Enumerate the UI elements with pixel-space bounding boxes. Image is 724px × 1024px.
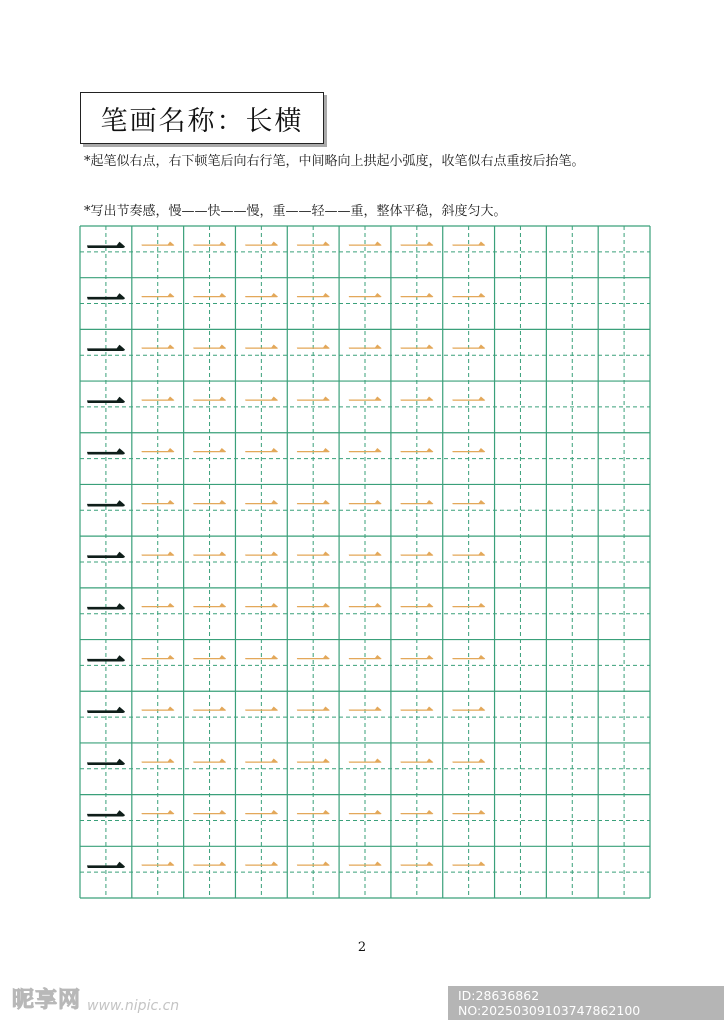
- trace-char: 一: [398, 279, 435, 321]
- trace-char: 一: [243, 279, 280, 321]
- trace-char: 一: [243, 848, 280, 890]
- trace-char: 一: [139, 227, 176, 269]
- trace-char: 一: [346, 382, 384, 424]
- trace-char: 一: [398, 486, 435, 528]
- trace-char: 一: [191, 538, 228, 579]
- trace-char: 一: [243, 641, 280, 683]
- trace-char: 一: [295, 641, 332, 683]
- page-number: 2: [357, 940, 367, 955]
- watermark-id: ID:28636862 NO:20250309103747862100: [458, 988, 641, 1018]
- trace-char: 一: [450, 279, 487, 321]
- trace-char: 一: [139, 744, 176, 786]
- trace-char: 一: [398, 382, 435, 424]
- trace-char: 一: [346, 486, 384, 528]
- trace-char: 一: [346, 538, 384, 579]
- trace-char: 一: [139, 538, 176, 579]
- model-char: 一: [85, 536, 126, 583]
- trace-char: 一: [295, 279, 332, 321]
- trace-char: 一: [398, 538, 435, 579]
- trace-char: 一: [295, 538, 332, 579]
- model-char: 一: [85, 329, 126, 377]
- trace-char: 一: [243, 227, 280, 269]
- watermark-logo: 昵享网: [12, 988, 82, 1013]
- trace-char: 一: [191, 279, 228, 321]
- trace-char: 一: [243, 744, 280, 786]
- trace-char: 一: [191, 848, 228, 890]
- page-title: 笔画名称：长横: [100, 105, 304, 137]
- trace-char: 一: [191, 331, 228, 373]
- trace-char: 一: [139, 848, 176, 890]
- trace-char: 一: [398, 744, 435, 786]
- model-char: 一: [85, 742, 126, 790]
- trace-char: 一: [346, 227, 384, 269]
- trace-char: 一: [398, 641, 435, 683]
- model-char: 一: [85, 846, 126, 894]
- trace-char: 一: [450, 589, 487, 631]
- trace-char: 一: [295, 382, 332, 424]
- trace-char: 一: [450, 538, 487, 579]
- trace-char: 一: [243, 486, 280, 528]
- trace-char: 一: [139, 279, 176, 321]
- trace-char: 一: [243, 589, 280, 631]
- trace-char: 一: [295, 589, 332, 631]
- model-char: 一: [85, 380, 126, 428]
- trace-char: 一: [295, 796, 332, 838]
- trace-char: 一: [450, 486, 487, 528]
- trace-char: 一: [191, 641, 228, 683]
- trace-char: 一: [295, 848, 332, 890]
- trace-char: 一: [139, 589, 176, 631]
- trace-char: 一: [398, 434, 435, 476]
- model-char: 一: [85, 587, 126, 635]
- trace-char: 一: [191, 382, 228, 424]
- instruction-note-1: *起笔似右点，右下顿笔后向右行笔，中间略向上拱起小弧度，收笔似右点重按后抬笔。: [84, 154, 585, 169]
- trace-char: 一: [450, 434, 487, 476]
- trace-char: 一: [450, 848, 487, 890]
- trace-char: 一: [398, 848, 435, 890]
- trace-char: 一: [295, 744, 332, 786]
- model-char: 一: [85, 432, 126, 480]
- model-char: 一: [85, 277, 126, 325]
- trace-char: 一: [295, 486, 332, 528]
- trace-char: 一: [450, 382, 487, 424]
- trace-char: 一: [346, 641, 384, 683]
- trace-char: 一: [139, 641, 176, 683]
- trace-char: 一: [243, 693, 280, 735]
- trace-char: 一: [139, 382, 176, 424]
- watermark-url: www.nipic.cn: [87, 998, 180, 1014]
- trace-char: 一: [139, 796, 176, 838]
- model-char: 一: [85, 691, 126, 739]
- trace-char: 一: [346, 589, 384, 631]
- model-char: 一: [85, 484, 126, 532]
- trace-char: 一: [191, 486, 228, 528]
- trace-char: 一: [295, 227, 332, 269]
- trace-char: 一: [398, 227, 435, 269]
- trace-char: 一: [346, 693, 384, 735]
- trace-char: 一: [346, 279, 384, 321]
- trace-char: 一: [191, 693, 228, 735]
- trace-char: 一: [398, 693, 435, 735]
- model-char: 一: [85, 639, 126, 687]
- trace-char: 一: [191, 434, 228, 476]
- trace-char: 一: [450, 641, 487, 683]
- trace-char: 一: [450, 744, 487, 786]
- trace-char: 一: [243, 382, 280, 424]
- trace-char: 一: [191, 589, 228, 631]
- trace-char: 一: [346, 848, 384, 890]
- trace-char: 一: [243, 538, 280, 579]
- model-char: 一: [85, 794, 126, 842]
- trace-char: 一: [398, 589, 435, 631]
- trace-char: 一: [243, 331, 280, 373]
- trace-char: 一: [191, 227, 228, 269]
- trace-char: 一: [191, 796, 228, 838]
- trace-char: 一: [243, 796, 280, 838]
- trace-char: 一: [398, 331, 435, 373]
- trace-char: 一: [346, 796, 384, 838]
- model-char: 一: [85, 225, 126, 273]
- trace-char: 一: [295, 331, 332, 373]
- trace-char: 一: [450, 331, 487, 373]
- trace-char: 一: [398, 796, 435, 838]
- trace-char: 一: [346, 434, 384, 476]
- trace-char: 一: [295, 693, 332, 735]
- trace-char: 一: [191, 744, 228, 786]
- trace-char: 一: [450, 693, 487, 735]
- trace-char: 一: [139, 434, 176, 476]
- trace-char: 一: [139, 331, 176, 373]
- trace-char: 一: [346, 331, 384, 373]
- trace-char: 一: [139, 693, 176, 735]
- trace-char: 一: [346, 744, 384, 786]
- trace-char: 一: [139, 486, 176, 528]
- instruction-note-2: *写出节奏感，慢——快——慢，重——轻——重，整体平稳，斜度匀大。: [84, 204, 507, 219]
- watermark-id-badge: [448, 986, 724, 1020]
- trace-char: 一: [295, 434, 332, 476]
- trace-char: 一: [243, 434, 280, 476]
- trace-char: 一: [450, 796, 487, 838]
- trace-char: 一: [450, 227, 487, 269]
- watermark-brand: [12, 988, 179, 1014]
